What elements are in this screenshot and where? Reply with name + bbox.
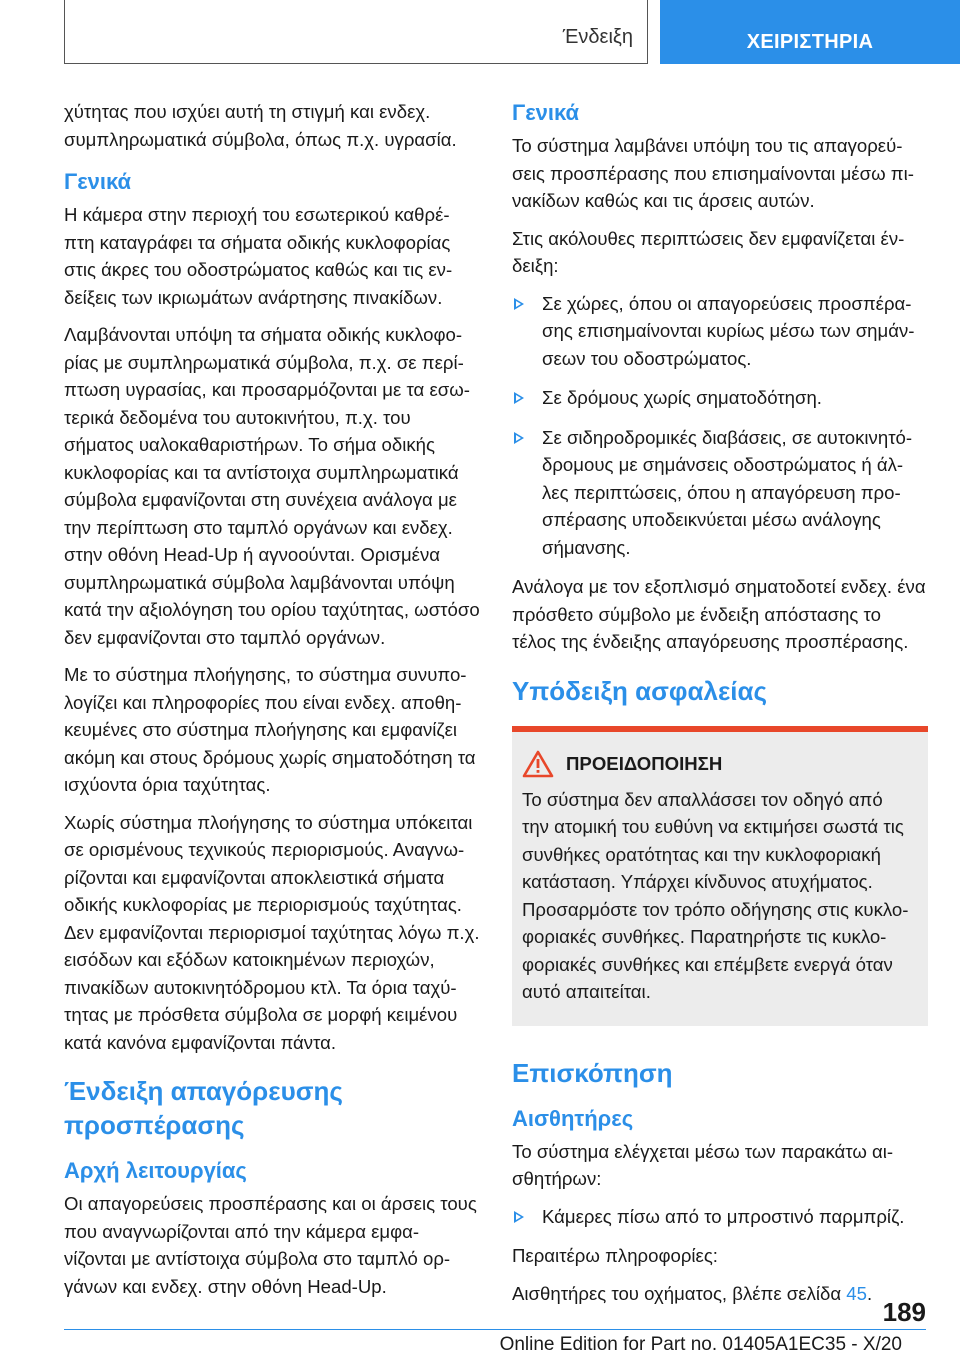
triangle-bullet-icon <box>514 432 524 444</box>
general-heading-left: Γενικά <box>64 169 132 194</box>
safety-heading: Υπόδειξη ασφαλείας <box>512 675 768 706</box>
overtake-heading: Ένδειξη απαγόρευσης προσπέρασης <box>64 1076 343 1140</box>
list-item: Σε δρόμους χωρίς σηματοδότηση. <box>512 384 928 412</box>
triangle-bullet-icon <box>514 392 524 404</box>
overtake-general-paragraph: Το σύστημα λαμβάνει υπόψη του τις απαγορεύ-σεις προσπέρασης που επισημαίνονται μέσω πι-νακίδων καθώς και τις άρσεις αυτών. <box>512 135 914 211</box>
header-chapter-tab <box>660 0 960 64</box>
right-column <box>512 98 928 1317</box>
more-info-paragraph: Περαιτέρω πληροφορίες: <box>512 1245 718 1266</box>
equipment-paragraph: Ανάλογα με τον εξοπλισμό σηματοδοτεί ενδεχ. ένα πρόσθετο σύμβολο με ένδειξη απόστασης το τέλος της ένδειξης απαγόρευσης προσπέρασης. <box>512 576 926 652</box>
sensors-reference: Αισθητήρες του οχήματος, βλέπε σελίδα 45. <box>512 1282 873 1304</box>
general-heading-right: Γενικά <box>512 100 580 125</box>
warning-text: Το σύστημα δεν απαλλάσσει τον οδηγό από την ατομική του ευθύνη να εκτιμήσει σωστά τις συνθήκες ορατότητας και την κυκλοφοριακή κατάσταση. Υπάρχει κίνδυνος ατυχήματος. Προσαρμόστε τον τρόπο οδήγησης στις κυκλο-φοριακές συνθήκες. Παρατηρήστε τις κυκλο-φοριακές συνθήκες και επέμβετε ενεργά όταν αυτό απαιτείται. <box>522 788 909 1002</box>
header-frame <box>64 0 648 64</box>
navigation-paragraph: Με το σύστημα πλοήγησης, το σύστημα συνυπο-λογίζει και πληροφορίες που είναι ενδεχ. αποθη-κευμένες στο σύστημα πλοήγησης και εμφανίζει ακόμη και στους δρόμους χωρίς σηματοδότηση τα ισχύοντα όρια ταχύτητας. <box>64 664 476 795</box>
warning-triangle-icon <box>522 750 554 778</box>
sensors-list <box>512 1203 928 1231</box>
triangle-bullet-icon <box>514 1211 524 1223</box>
header-chapter-label: ΧΕΙΡΙΣΤΗΡΙΑ <box>746 31 874 53</box>
intro-paragraph: χύτητας που ισχύει αυτή τη στιγμή και ενδεχ. συμπληρωματικά σύμβολα, όπως π.χ. υγρασία. <box>64 101 457 150</box>
warning-title: ΠΡΟΕΙΔΟΠΟΙΗΣΗ <box>566 752 723 774</box>
sensors-heading: Αισθητήρες <box>512 1105 634 1131</box>
footer-edition: Online Edition for Part no. 01405A1EC35 - X/20 <box>499 1334 902 1355</box>
no-navigation-paragraph: Χωρίς σύστημα πλοήγησης το σύστημα υπόκειται σε ορισμένους τεχνικούς περιορισμούς. Αναγνω-ρίζονται και εμφανίζονται αποκλειστικά σήματα οδικής κυκλοφορίας με περιορισμούς ταχύτητας. Δεν εμφανίζονται περιορισμοί ταχύτητας λόγω π.χ. εισόδων και εξόδων κατοικημένων περιοχών, πινακίδων αυτοκινητόδρομου κτλ. Τα όρια ταχύ-τητας με πρόσθετα σύμβολα σε μορφή κειμένου κατά κανόνα εμφανίζονται πάντα. <box>64 811 480 1053</box>
camera-paragraph: Η κάμερα στην περιοχή του εσωτερικού καθρέ-πτη καταγράφει τα σήματα οδικής κυκλοφορίας στις άκρες του οδοστρώματος καθώς και τις εν-δείξεις των ικριωμάτων ανάρτησης πινακίδων. <box>64 204 453 308</box>
warning-header <box>512 750 914 778</box>
left-column <box>64 98 480 1310</box>
list-item: Κάμερες πίσω από το μπροστινό παρμπρίζ. <box>512 1203 928 1231</box>
no-display-list <box>512 290 928 562</box>
principle-heading: Αρχή λειτουργίας <box>64 1158 247 1183</box>
principle-paragraph: Οι απαγορεύσεις προσπέρασης και οι άρσεις τους που αναγνωρίζονται από την κάμερα εμφα-νίζονται με αντίστοιχα σύμβολα στο ταμπλό ορ-γάνων και ενδεχ. στην οθόνη Head-Up. <box>64 1193 477 1297</box>
list-item: Σε σιδηροδρομικές διαβάσεις, σε αυτοκινητό-δρομους με σημάνσεις οδοστρώματος ή άλ-λες περιπτώσεις, όπου η απαγόρευση προ-σπέρασης υποδεικνύεται μέσω ανάλογης σήμανσης. <box>512 424 928 562</box>
sensors-paragraph: Το σύστημα ελέγχεται μέσω των παρακάτω αι-σθητήρων: <box>512 1140 894 1189</box>
page-link[interactable]: 45 <box>846 1282 867 1304</box>
list-item: Σε χώρες, όπου οι απαγορεύσεις προσπέρα-σης επισημαίνονται κυρίως μέσω των σημάν-σεων του οδοστρώματος. <box>512 290 928 373</box>
page-number: 189 <box>882 1297 926 1327</box>
signs-paragraph: Λαμβάνονται υπόψη τα σήματα οδικής κυκλοφο-ρίας με συμπληρωματικά σύμβολα, π.χ. σε περί-πτωση υγρασίας, και προσαρμόζονται με τα εσω-τερικά δεδομένα του αυτοκινήτου, π.χ. του σήματος υαλοκαθαριστήρων. Το σήμα οδικής κυκλοφορίας και τα αντίστοιχα συμπληρωματικά σύμβολα εμφανίζονται στη συνέχεια ανάλογα με την περίπτωση στο ταμπλό οργάνων και ενδεχ. στην οθόνη Head-Up ή αγνοούνται. Ορισμένα συμπληρωματικά σύμβολα λαμβάνονται υπόψη κατά την αξιολόγηση του ορίου ταχύτητας, ωστόσο δεν εμφανίζονται στο ταμπλό οργάνων. <box>64 324 480 648</box>
triangle-bullet-icon <box>514 298 524 310</box>
overview-heading: Επισκόπηση <box>512 1057 673 1088</box>
no-display-paragraph: Στις ακόλουθες περιπτώσεις δεν εμφανίζεται έν-δειξη: <box>512 227 905 276</box>
footer-divider <box>64 1329 926 1330</box>
warning-box <box>512 726 928 1026</box>
header-section-title: Ένδειξη <box>562 26 633 48</box>
